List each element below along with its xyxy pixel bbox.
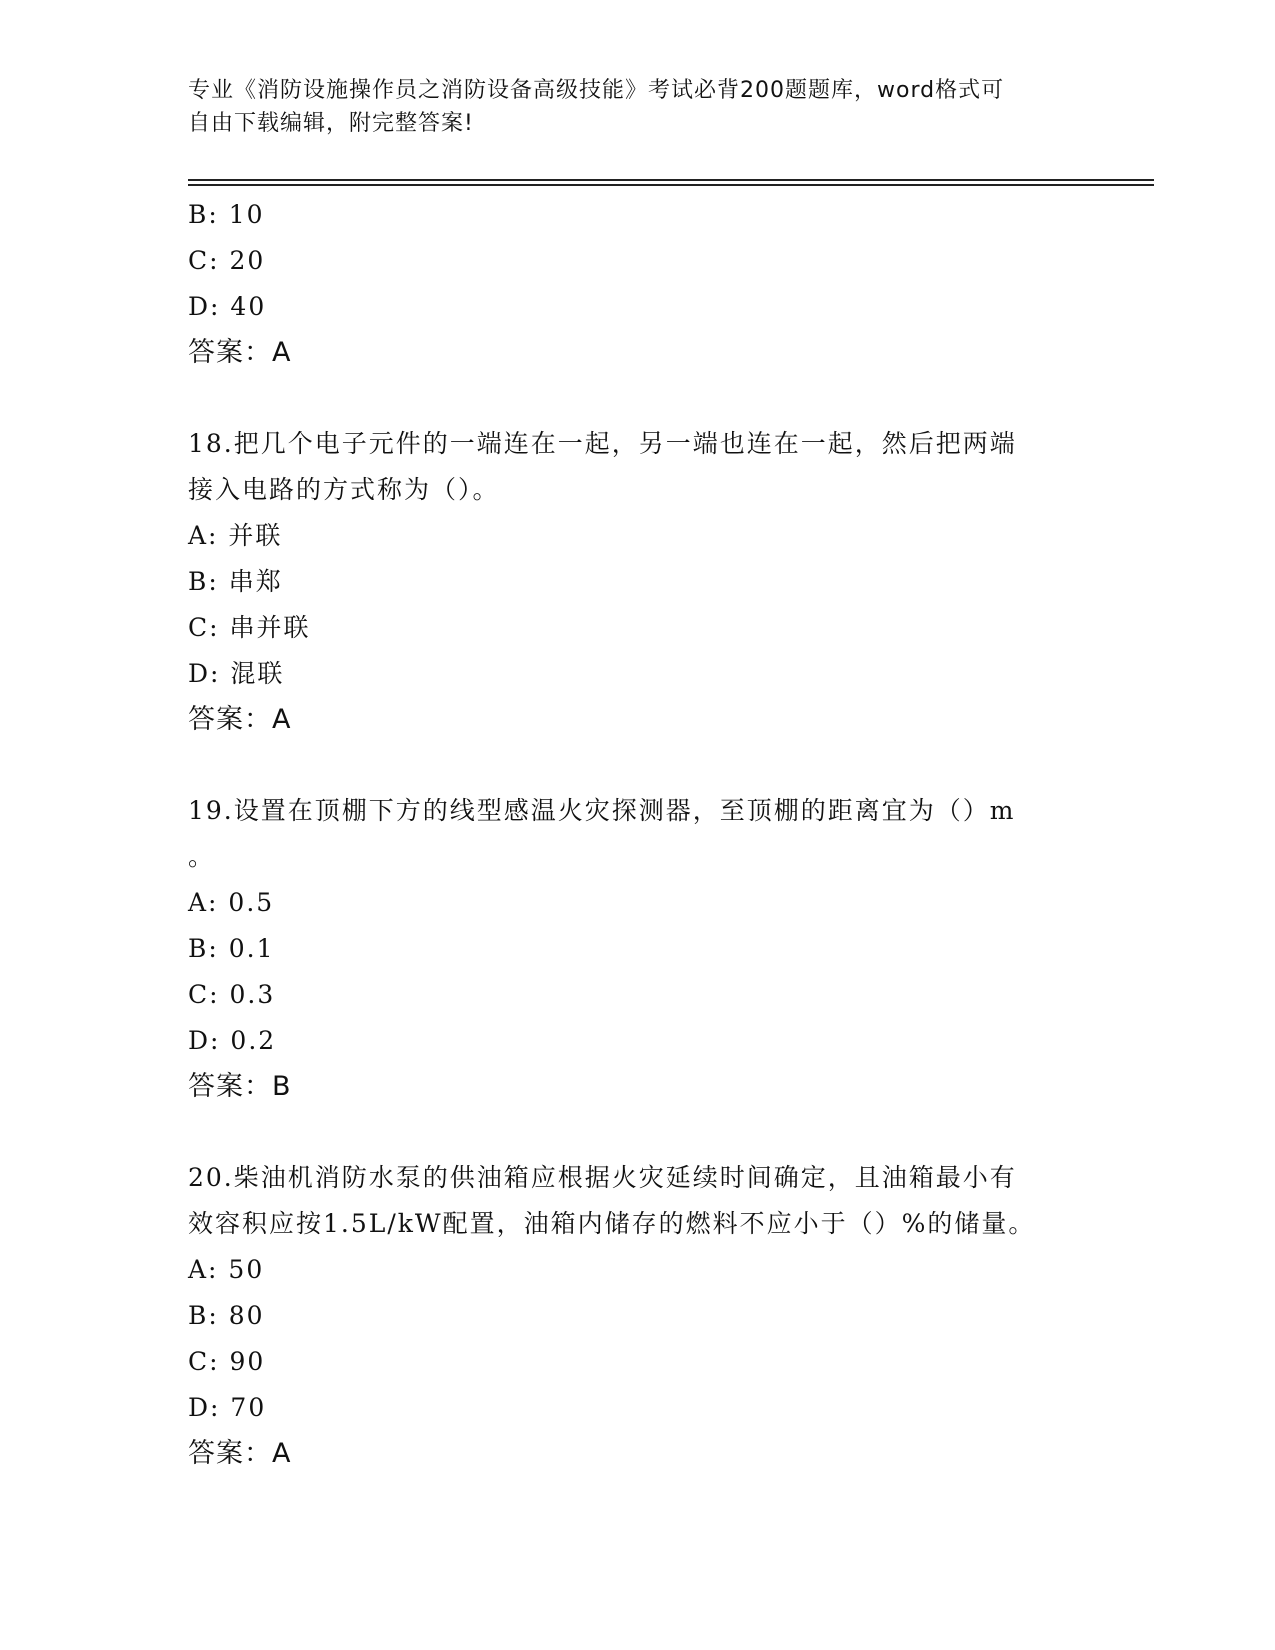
question-text-line-1: 20.柴油机消防水泵的供油箱应根据火灾延续时间确定，且油箱最小有 [188,1163,1017,1192]
question-list [188,192,1088,1477]
question-20 [188,1155,1088,1477]
spacer [188,376,1088,421]
option-a: A: 50 [188,1255,265,1284]
option-d: D: 混联 [188,659,285,688]
option-c: C: 0.3 [188,980,276,1009]
option-b: B: 串郑 [188,567,283,596]
question-text-line-1: 19.设置在顶棚下方的线型感温火灾探测器，至顶棚的距离宜为（）m [188,796,1016,825]
header-line-2: 自由下载编辑，附完整答案! [188,111,474,136]
option-c: C: 串并联 [188,613,311,642]
spacer [188,743,1088,788]
question-17-tail [188,192,1088,376]
header-line-1: 专业《消防设施操作员之消防设备高级技能》考试必背200题题库，word格式可 [188,78,1005,103]
question-19 [188,788,1088,1110]
question-18 [188,421,1088,743]
question-text-line-1: 18.把几个电子元件的一端连在一起，另一端也连在一起，然后把两端 [188,429,1017,458]
option-c: C: 20 [188,246,266,275]
answer-line: 答案：A [188,337,292,368]
header-divider-bottom [188,184,1154,186]
option-d: D: 0.2 [188,1026,277,1055]
question-text-line-2: 。 [188,842,216,871]
option-c: C: 90 [188,1347,266,1376]
option-a: A: 并联 [188,521,283,550]
document-header [188,74,1068,140]
option-a: A: 0.5 [188,888,275,917]
answer-line: 答案：B [188,1071,292,1102]
option-b: B: 80 [188,1301,265,1330]
question-text-line-2: 接入电路的方式称为（）。 [188,475,500,504]
answer-line: 答案：A [188,1438,292,1469]
option-b: B: 10 [188,200,265,229]
option-b: B: 0.1 [188,934,275,963]
option-d: D: 40 [188,292,267,321]
option-d: D: 70 [188,1393,267,1422]
spacer [188,1110,1088,1155]
header-divider-top [188,179,1154,181]
question-text-line-2: 效容积应按1.5L/kW配置，油箱内储存的燃料不应小于（）%的储量。 [188,1209,1036,1238]
answer-line: 答案：A [188,704,292,735]
